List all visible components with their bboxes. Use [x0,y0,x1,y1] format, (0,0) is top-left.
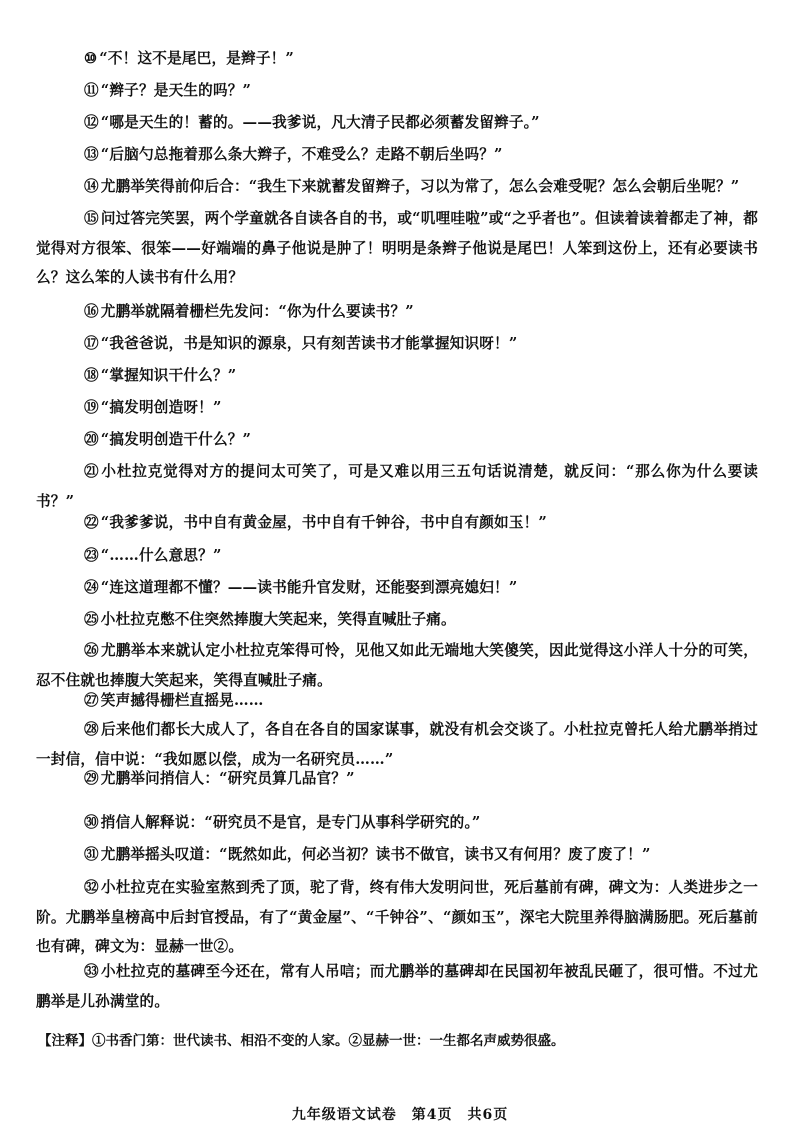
footnote: 【注释】①书香门第：世代读书、相沿不变的人家。②显赫一世：一生都名声威势很盛。 [38,1033,565,1049]
page-footer: 九年级语文试卷 第4页 共6页 [291,1107,509,1123]
paragraph-number: ㉛ [84,846,99,863]
paragraph-text: 问过答完笑罢，两个学童就各自读各自的书，或“叽哩哇啦”或“之乎者也”。但读着读着都走了神，都觉得对方很笨、很笨——好端端的鼻子他说是肿了！明明是条辫子他说是尾巴！人笨到这份上，还有必要读书么？这么笨的人读书有什么用？ [36,210,758,287]
paragraph-number: ⑯ [84,303,99,320]
paragraph-number: ㉚ [84,814,99,831]
paragraph [36,44,758,74]
paragraph [36,140,758,170]
paragraph-number: ㉓ [84,547,99,564]
paragraph [36,605,758,635]
paragraph-number: ㉗ [84,692,99,709]
paragraph [36,204,758,293]
paragraph-number: ㉒ [84,514,99,531]
paragraph [36,764,758,794]
paragraph-text: 尤鹏举就隔着栅栏先发问：“你为什么要读书？” [100,303,414,320]
paragraph-number: ⑫ [84,114,99,131]
paragraph [36,297,758,327]
paragraph-text: 小杜拉克的墓碑至今还在，常有人吊唁；而尤鹏举的墓碑却在民国初年被乱民砸了，很可惜。不过尤鹏举是儿孙满堂的。 [36,963,758,1010]
paragraph-number: ⑮ [84,210,99,227]
paragraph-text: 尤鹏举笑得前仰后合：“我生下来就蓄发留辫子，习以为常了，怎么会难受呢？怎么会朝后坐呢？” [100,178,740,195]
paragraph-text: 小杜拉克憋不住突然捧腹大笑起来，笑得直喊肚子痛。 [100,611,456,628]
paragraph [36,329,758,359]
paragraph-number: ㉘ [84,721,99,738]
paragraph-text: 尤鹏举摇头叹道：“既然如此，何必当初？读书不做官，读书又有何用？废了废了！” [100,846,651,863]
paragraph [36,840,758,870]
paragraph-number: ⑪ [84,82,99,99]
paragraph-number: ⑰ [84,335,99,352]
paragraph [36,541,758,571]
paragraph-number: ⑱ [84,367,99,384]
paragraph-text: “……什么意思？” [100,547,222,564]
paragraph-text: 后来他们都长大成人了，各自在各自的国家谋事，就没有机会交谈了。小杜拉克曾托人给尤鹏举捎过一封信，信中说：“我如愿以偿，成为一名研究员……” [36,721,758,768]
paragraph-number: ⑭ [84,178,99,195]
paragraph-text: “后脑勺总拖着那么条大辫子，不难受么？走路不朝后坐吗？” [100,146,503,163]
paragraph-text: “掌握知识干什么？” [100,367,237,384]
paragraph [36,686,758,716]
paragraph [36,573,758,603]
paragraph [36,508,758,538]
paragraph [36,808,758,838]
paragraph-text: “我爹爹说，书中自有黄金屋，书中自有千钟谷，书中自有颜如玉！” [100,514,548,531]
paragraph [36,361,758,391]
paragraph-text: “我爸爸说，书是知识的源泉，只有刻苦读书才能掌握知识呀！” [100,335,518,352]
paragraph-text: 尤鹏举问捎信人：“研究员算几品官？” [100,770,355,787]
paragraph-text: “搞发明创造干什么？” [100,431,252,448]
paragraph-number: ⑩ [84,50,98,67]
paragraph-text: “不！这不是尾巴，是辫子！” [99,50,295,67]
paragraph-text: 笑声撼得栅栏直摇晃…… [100,692,264,709]
paragraph-number: ㉕ [84,611,99,628]
paragraph-number: ㉝ [84,963,99,980]
paragraph-text: “哪是天生的！蓄的。——我爹说，凡大清子民都必须蓄发留辫子。” [100,114,540,131]
paragraph-number: ㉜ [84,879,99,896]
paragraph [36,425,758,455]
paragraph-number: ⑲ [84,399,99,416]
paragraph-number: ㉖ [84,642,99,659]
paragraph-text: 捎信人解释说：“研究员不是官，是专门从事科学研究的。” [100,814,481,831]
paragraph-text: “辫子？是天生的吗？” [100,82,252,99]
paragraph-number: ㉙ [84,770,99,787]
paragraph [36,108,758,138]
paragraph-number: ㉑ [84,463,99,480]
paragraph [36,172,758,202]
paragraph-text: 小杜拉克觉得对方的提问太可笑了，可是又难以用三五句话说清楚，就反问：“那么你为什么要读书？” [36,463,758,510]
paragraph-text: “搞发明创造呀！” [100,399,222,416]
paragraph [36,957,758,1016]
paragraph-text: 尤鹏举本来就认定小杜拉克笨得可怜，见他又如此无端地大笑傻笑，因此觉得这小洋人十分的可笑，忍不住就也捧腹大笑起来，笑得直喊肚子痛。 [36,642,758,689]
paragraph-number: ㉔ [84,579,99,596]
paragraph-number: ⑬ [84,146,99,163]
paragraph [36,76,758,106]
paragraph [36,873,758,962]
paragraph-text: “连这道理都不懂？——读书能升官发财，还能娶到漂亮媳妇！” [100,579,518,596]
paragraph-number: ⑳ [84,431,99,448]
paragraph-text: 小杜拉克在实验室熬到秃了顶，驼了背，终有伟大发明问世，死后墓前有碑，碑文为：人类进步之一阶。尤鹏举皇榜高中后封官授品，有了“黄金屋”、“千钟谷”、“颜如玉”，深宅大院里养得脑满肠肥。死后墓前也有碑，碑文为：显赫一世②。 [36,879,758,956]
paragraph [36,393,758,423]
